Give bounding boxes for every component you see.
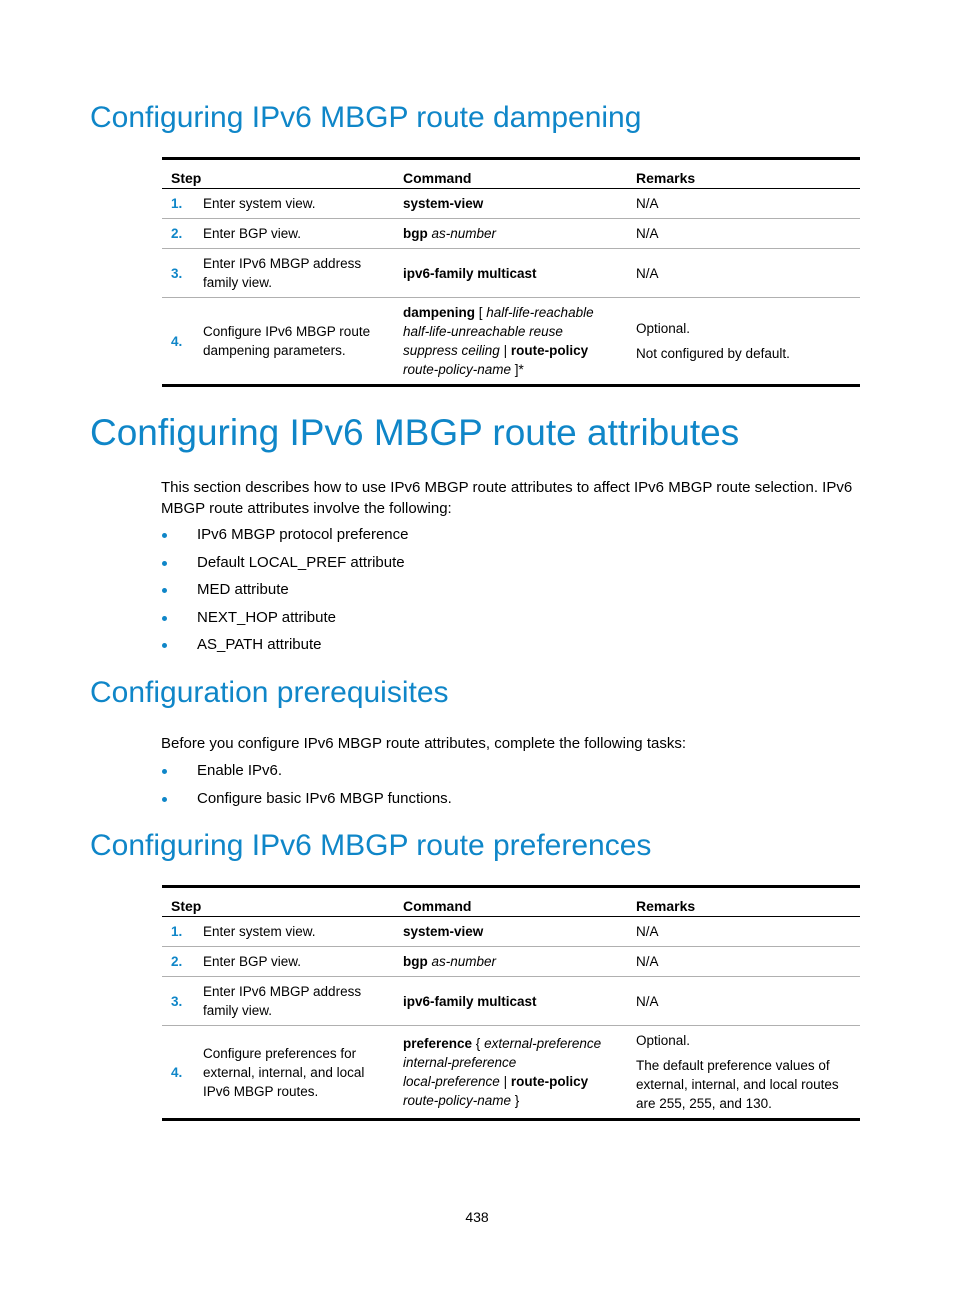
list-item: AS_PATH attribute	[161, 635, 409, 663]
attributes-intro: This section describes how to use IPv6 MBGP route attributes to affect IPv6 MBGP route selection. IPv6 MBGP route attributes involve the following:	[161, 479, 853, 517]
remark-text: N/A	[636, 993, 659, 1009]
bullet-icon	[162, 616, 167, 621]
bullet-icon	[162, 797, 167, 802]
header-step: Step	[162, 887, 394, 917]
remarks-cell	[627, 977, 860, 1026]
command-keyword: route-policy	[510, 1074, 589, 1089]
list-item: NEXT_HOP attribute	[161, 608, 409, 636]
command-keyword: ipv6-family multicast	[403, 265, 537, 281]
bullet-icon	[162, 769, 167, 774]
command-cell	[394, 249, 627, 298]
attribute-list	[161, 525, 409, 663]
command-argument: half-life-reachable	[486, 305, 594, 320]
command-argument: half-life-unreachable reuse	[403, 324, 563, 339]
command-keyword: system-view	[403, 196, 484, 211]
command-argument: local-preference	[403, 1074, 500, 1089]
remark-text: N/A	[636, 924, 659, 939]
remark-text: N/A	[636, 226, 659, 241]
dampening-table	[162, 157, 860, 387]
list-item: Enable IPv6.	[161, 761, 452, 789]
section-title-attributes: Configuring IPv6 MBGP route attributes	[90, 412, 740, 453]
command-argument: external-preference	[484, 1036, 602, 1051]
command-punct: |	[499, 1074, 511, 1089]
remarks-cell	[627, 189, 860, 219]
command-cell	[394, 1026, 627, 1120]
table-row	[162, 249, 860, 298]
command-keyword: preference	[403, 1036, 473, 1051]
prereq-list	[161, 761, 452, 816]
command-punct: {	[472, 1036, 485, 1051]
bullet-icon	[162, 561, 167, 566]
step-text: Configure IPv6 MBGP route dampening parameters.	[203, 324, 371, 358]
section-title-dampening: Configuring IPv6 MBGP route dampening	[90, 101, 642, 134]
table-header-row	[162, 159, 860, 189]
command-argument: suppress ceiling	[403, 343, 500, 358]
remark-text: Not configured by default.	[636, 346, 790, 361]
table-row	[162, 189, 860, 219]
remark-text: N/A	[636, 196, 659, 211]
table-row	[162, 1026, 860, 1120]
command-keyword: route-policy	[510, 343, 589, 358]
list-item: IPv6 MBGP protocol preference	[161, 525, 409, 553]
table-row	[162, 298, 860, 386]
step-text: Enter IPv6 MBGP address family view.	[203, 984, 362, 1018]
prereq-intro: Before you configure IPv6 MBGP route attributes, complete the following tasks:	[161, 735, 686, 752]
command-keyword: system-view	[403, 924, 484, 939]
command-argument: as-number	[431, 954, 497, 969]
command-argument: internal-preference	[403, 1055, 517, 1070]
command-cell	[394, 977, 627, 1026]
remark-text: Optional.	[636, 1033, 691, 1048]
step-number: 4.	[171, 1064, 183, 1080]
command-argument: as-number	[431, 226, 497, 241]
command-punct: [	[475, 305, 487, 320]
remark-text: N/A	[636, 265, 659, 281]
command-punct: |	[499, 343, 511, 358]
command-punct: ]*	[511, 362, 524, 377]
command-argument: route-policy-name	[403, 362, 512, 377]
step-text: Enter BGP view.	[203, 954, 302, 969]
remarks-cell	[627, 298, 860, 386]
command-cell	[394, 298, 627, 386]
header-command: Command	[394, 159, 627, 189]
remarks-cell	[627, 249, 860, 298]
command-cell	[394, 947, 627, 977]
step-number: 2.	[171, 954, 183, 969]
bullet-icon	[162, 643, 167, 648]
remarks-cell	[627, 1026, 860, 1120]
bullet-icon	[162, 588, 167, 593]
list-item: Configure basic IPv6 MBGP functions.	[161, 789, 452, 817]
step-number: 3.	[171, 265, 183, 281]
header-remarks: Remarks	[627, 159, 860, 189]
remarks-cell	[627, 917, 860, 947]
step-text: Enter IPv6 MBGP address family view.	[203, 256, 362, 290]
remark-text: N/A	[636, 954, 659, 969]
command-argument: route-policy-name	[403, 1093, 512, 1108]
step-text: Enter system view.	[203, 196, 316, 211]
command-cell	[394, 219, 627, 249]
page-number: 438	[465, 1209, 489, 1225]
command-cell	[394, 917, 627, 947]
section-title-prerequisites: Configuration prerequisites	[90, 676, 449, 709]
remarks-cell	[627, 219, 860, 249]
list-item: MED attribute	[161, 580, 409, 608]
step-number: 2.	[171, 226, 183, 241]
table-row	[162, 917, 860, 947]
table-row	[162, 219, 860, 249]
command-keyword: bgp	[403, 226, 428, 241]
table-header-row	[162, 887, 860, 917]
step-number: 4.	[171, 333, 183, 349]
bullet-icon	[162, 533, 167, 538]
header-command: Command	[394, 887, 627, 917]
section-title-preferences: Configuring IPv6 MBGP route preferences	[90, 829, 652, 862]
command-punct: }	[511, 1093, 520, 1108]
list-item: Default LOCAL_PREF attribute	[161, 553, 409, 581]
step-number: 1.	[171, 196, 183, 211]
remark-text: The default preference values of external, internal, and local routes are 255, 255, and 130.	[636, 1058, 839, 1111]
step-text: Configure preferences for external, internal, and local IPv6 MBGP routes.	[203, 1045, 365, 1099]
step-number: 1.	[171, 924, 183, 939]
header-remarks: Remarks	[627, 887, 860, 917]
step-text: Enter BGP view.	[203, 226, 302, 241]
step-text: Enter system view.	[203, 924, 316, 939]
header-step: Step	[162, 159, 394, 189]
command-keyword: ipv6-family multicast	[403, 993, 537, 1009]
command-keyword: dampening	[403, 305, 476, 320]
command-keyword: bgp	[403, 954, 428, 969]
remarks-cell	[627, 947, 860, 977]
preferences-table	[162, 885, 860, 1121]
remark-text: Optional.	[636, 321, 691, 336]
command-cell	[394, 189, 627, 219]
step-number: 3.	[171, 993, 183, 1009]
table-row	[162, 977, 860, 1026]
table-row	[162, 947, 860, 977]
